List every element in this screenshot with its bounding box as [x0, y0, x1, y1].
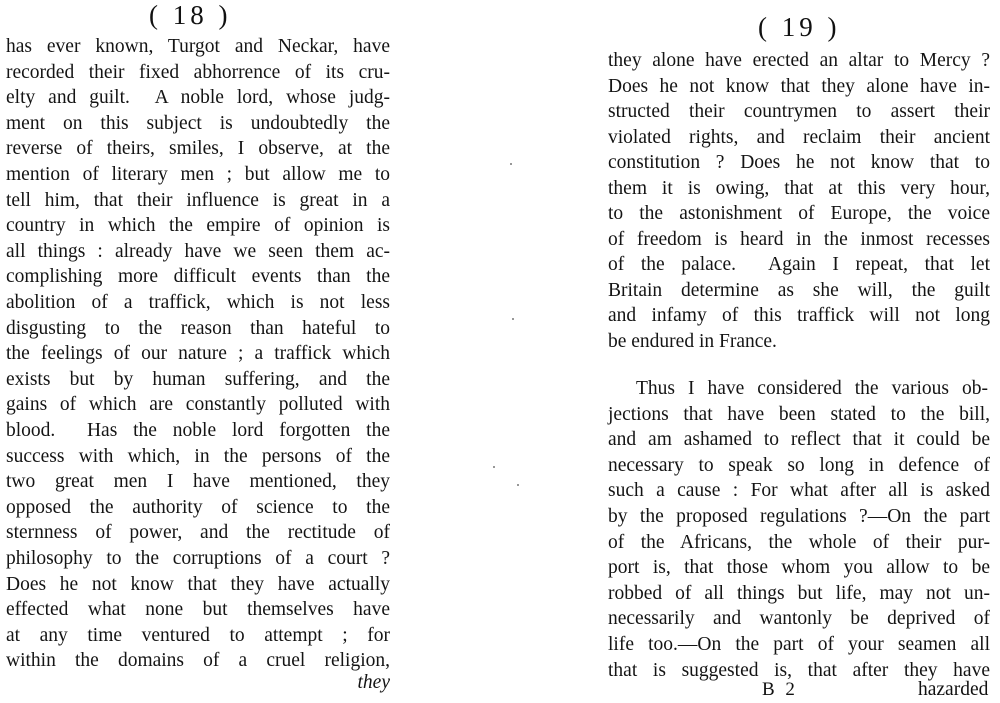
text-line: abolition of a traffick, which is not less [6, 292, 390, 313]
text-line: be endured in France. [608, 331, 777, 352]
catchword: hazarded [918, 679, 989, 700]
text-line: has ever known, Turgot and Neckar, have [6, 36, 390, 57]
text-line: sternness of power, and the rectitude of [6, 522, 390, 543]
text-line: to the astonishment of Europe, the voice [608, 203, 990, 224]
text-line: of the Africans, the whole of their pur- [608, 532, 990, 553]
text-line: opposed the authority of science to the [6, 497, 390, 518]
text-line: jections that have been stated to the bill, [608, 404, 990, 425]
text-line: constitution ? Does he not know that to [608, 152, 990, 173]
paper-speck [493, 466, 495, 468]
text-line: necessarily and wantonly be deprived of [608, 608, 990, 629]
paper-speck [512, 318, 514, 320]
text-line: philosophy to the corruptions of a court ? [6, 548, 390, 569]
signature-mark: B 2 [762, 679, 798, 700]
text-line: tell him, that their influence is great in a [6, 190, 390, 211]
text-line: and am ashamed to reflect that it could be [608, 429, 990, 450]
text-line: all things : already have we seen them ac- [6, 241, 390, 262]
text-line: gains of which are constantly polluted with [6, 394, 390, 415]
text-line: necessary to speak so long in defence of [608, 455, 990, 476]
text-line: Thus I have considered the various ob- [636, 378, 988, 399]
text-line: at any time ventured to attempt ; for [6, 625, 390, 646]
text-line: Britain determine as she will, the guilt [608, 280, 990, 301]
text-line: ment on this subject is undoubtedly the [6, 113, 390, 134]
text-line: exists but by human suffering, and the [6, 369, 390, 390]
text-line: by the proposed regulations ?—On the part [608, 506, 990, 527]
text-line: country in which the empire of opinion is [6, 215, 390, 236]
text-line: life too.—On the part of your seamen all [608, 634, 990, 655]
page-number: ( 19 ) [758, 12, 841, 42]
text-line: robbed of all things but life, may not un- [608, 583, 990, 604]
text-line: blood. Has the noble lord forgotten the [6, 420, 390, 441]
text-line: success with which, in the persons of the [6, 446, 390, 467]
text-line: they alone have erected an altar to Mercy ? [608, 50, 990, 71]
text-line: Does he not know that they have actually [6, 574, 390, 595]
text-line: of the palace. Again I repeat, that let [608, 254, 990, 275]
text-line: within the domains of a cruel religion, [6, 650, 390, 671]
text-line: and infamy of this traffick will not long [608, 305, 990, 326]
text-line: violated rights, and reclaim their ancient [608, 127, 990, 148]
paper-speck [510, 163, 512, 165]
text-line: effected what none but themselves have [6, 599, 390, 620]
page-number: ( 18 ) [149, 0, 232, 30]
text-line: such a cause : For what after all is asked [608, 480, 990, 501]
text-line: Does he not know that they alone have in- [608, 76, 990, 97]
paper-speck [517, 484, 519, 486]
text-line: two great men I have mentioned, they [6, 471, 390, 492]
text-line: recorded their fixed abhorrence of its cru- [6, 62, 390, 83]
text-line: port is, that those whom you allow to be [608, 557, 990, 578]
text-line: they [357, 672, 390, 693]
text-line: them it is owing, that at this very hour, [608, 178, 990, 199]
text-line: elty and guilt. A noble lord, whose judg- [6, 87, 390, 108]
text-line: disgusting to the reason than hateful to [6, 318, 390, 339]
text-line: the feelings of our nature ; a traffick which [6, 343, 390, 364]
text-line: of freedom is heard in the inmost recesses [608, 229, 990, 250]
text-line: reverse of theirs, smiles, I observe, at the [6, 138, 390, 159]
text-line: structed their countrymen to assert their [608, 101, 990, 122]
text-line: complishing more difficult events than the [6, 266, 390, 287]
text-line: that is suggested is, that after they have [608, 660, 990, 681]
text-line: mention of literary men ; but allow me to [6, 164, 390, 185]
